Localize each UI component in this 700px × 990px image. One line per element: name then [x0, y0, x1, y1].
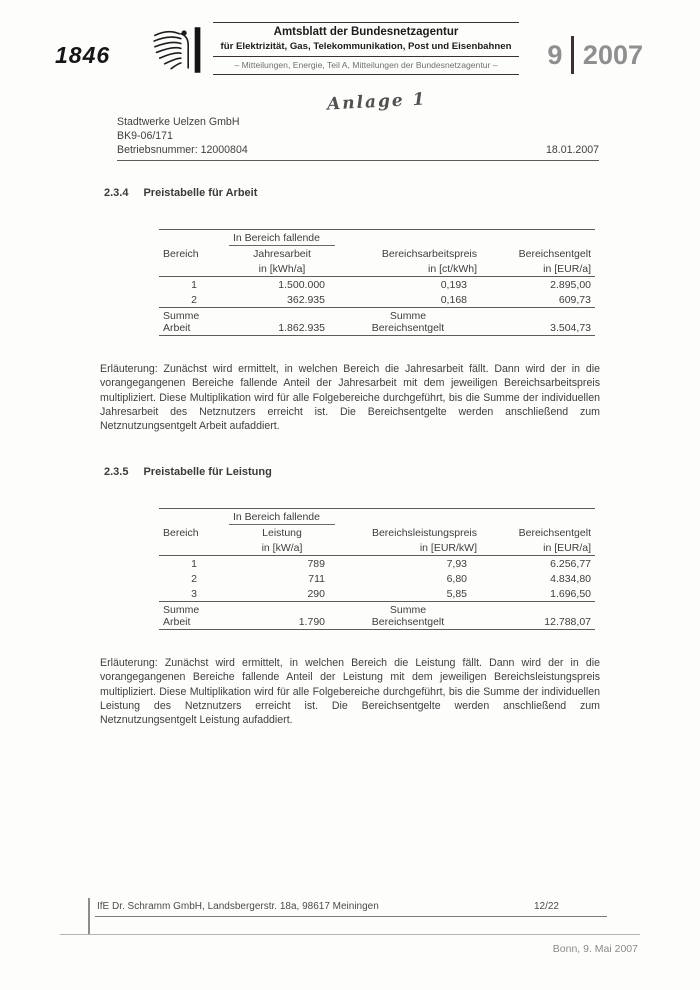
column-header: Bereichsarbeitspreis	[381, 247, 477, 260]
table-row	[159, 571, 595, 586]
issue-year: 2007	[582, 39, 643, 70]
summary-label-cell	[335, 308, 481, 336]
section-name: Preistabelle für Arbeit	[143, 187, 258, 200]
table-cell: 1.500.000	[278, 278, 325, 291]
scan-footer	[95, 901, 607, 917]
footer-company-line: IfE Dr. Schramm GmbH, Landsbergerstr. 18a, 98617 Meiningen	[97, 901, 379, 912]
summary-label: Summe	[163, 309, 200, 322]
empty-cell	[159, 540, 229, 556]
table-cell: 2	[159, 292, 229, 308]
arbeit-price-table	[159, 229, 595, 336]
table-cell: 290	[229, 586, 335, 602]
header-rule-top	[213, 22, 519, 23]
empty-cell	[335, 509, 481, 525]
table-cell: 1.696,50	[481, 586, 595, 602]
group-header-cell: In Bereich fallende	[229, 230, 335, 246]
header-row	[159, 525, 595, 541]
empty-cell	[481, 509, 595, 525]
table-cell: 711	[308, 572, 325, 585]
file-number: BK9-06/171	[117, 129, 173, 142]
empty-cell	[159, 261, 229, 277]
table-cell: 7,93	[446, 557, 467, 570]
federal-eagle-icon	[150, 24, 202, 76]
document-head-block	[117, 116, 599, 161]
column-header: Bereich	[163, 247, 199, 260]
summary-total-cell: 12.788,07	[481, 602, 595, 630]
section-name: Preistabelle für Leistung	[143, 466, 272, 479]
column-header: Bereichsentgelt	[518, 526, 591, 539]
summary-label: Bereichsentgelt	[371, 321, 445, 334]
journal-page-number: 1846	[55, 42, 111, 68]
journal-title: Amtsblatt der Bundesnetzagentur	[273, 26, 459, 38]
summary-label: Bereichsentgelt	[371, 615, 445, 628]
journal-title-block	[213, 22, 519, 75]
unit-row	[159, 540, 595, 556]
journal-section-line: – Mitteilungen, Energie, Teil A, Mitteilungen der Bundesnetzagentur –	[234, 60, 498, 71]
empty-cell	[481, 230, 595, 246]
unit-cell: in [EUR/a]	[481, 540, 595, 556]
column-header: Bereichsleistungspreis	[371, 526, 477, 539]
explanation-leistung: Erläuterung: Zunächst wird ermittelt, in welchen Bereich die Leistung fällt. Dann wird der in die vorangegangenen Bereiche fallende Anteil der Leistung mit dem jeweiligen Bereichsleistungspreis multipliziert. Diese Multiplikation wird für alle Folgebereiche durchgeführt, bis die Summe der individuellen Leistung des Netznutzers erreicht ist. Die Bereichsentgelte werden anschließend zum Netznutzungsentgelt Leistung aufaddiert.	[100, 657, 600, 726]
scanned-document	[95, 89, 607, 727]
table-cell: 5,85	[335, 586, 481, 602]
table-cell: 609,73	[481, 292, 595, 308]
unit-cell: in [kWh/a]	[229, 261, 335, 277]
journal-subtitle: für Elektrizität, Gas, Telekommunikation, Post und Eisenbahnen	[220, 40, 512, 52]
handwritten-annotation: Anlage 1	[326, 89, 427, 115]
bottom-rule	[60, 934, 640, 935]
table-cell: 362.935	[229, 292, 335, 308]
company-name: Stadtwerke Uelzen GmbH	[117, 116, 240, 128]
summary-value-cell: 1.790	[229, 602, 335, 630]
header-row	[159, 246, 595, 262]
unit-cell: in [EUR/a]	[481, 261, 595, 277]
empty-cell	[159, 230, 229, 246]
table-row	[159, 292, 595, 308]
summary-label: Summe	[163, 603, 200, 616]
leistung-price-table	[159, 508, 595, 630]
summary-row	[159, 308, 595, 336]
document-date: 18.01.2007	[545, 143, 599, 156]
empty-cell	[335, 230, 481, 246]
issue-indicator	[547, 36, 643, 74]
unit-row	[159, 261, 595, 277]
table-row	[159, 586, 595, 602]
section-number: 2.3.4	[104, 187, 129, 200]
table-cell: 1	[191, 557, 197, 570]
section-number: 2.3.5	[104, 466, 129, 479]
table-cell: 1	[191, 278, 197, 291]
section-arbeit-title	[104, 187, 607, 199]
header-rule-bottom	[213, 74, 519, 75]
table-row	[159, 277, 595, 293]
group-header-row	[159, 509, 595, 525]
summary-label-cell	[159, 602, 229, 630]
summary-value-cell: 1.862.935	[229, 308, 335, 336]
issue-number: 9	[547, 39, 563, 70]
place-date: Bonn, 9. Mai 2007	[552, 943, 638, 955]
table-cell: 3	[159, 586, 229, 602]
summary-label: Arbeit	[163, 321, 191, 334]
table-cell: 4.834,80	[550, 572, 591, 585]
scan-artifact-line	[88, 898, 90, 935]
summary-row	[159, 602, 595, 630]
unit-cell: in [ct/kWh]	[335, 261, 481, 277]
table-cell: 6.256,77	[550, 557, 591, 570]
summary-label-cell	[159, 308, 229, 336]
table-cell: 0,168	[335, 292, 481, 308]
explanation-arbeit: Erläuterung: Zunächst wird ermittelt, in welchen Bereich die Jahresarbeit fällt. Dann wird der in die vorangegangenen Bereiche fallende Anteil der Jahresarbeit mit dem jeweiligen Bereichsarbeitspreis multipliziert. Diese Multiplikation wird für alle Folgebereiche durchgeführt, bis die Summe der individuellen Jahresarbeit des Netznutzers erreicht ist. Die Bereichsentgelte werden anschließend zum Netznutzungsentgelt Arbeit aufaddiert.	[100, 363, 600, 433]
table-cell: 2	[191, 572, 197, 585]
column-header: Leistung	[262, 526, 302, 539]
operation-number-row	[117, 144, 599, 158]
summary-label: Summe	[389, 603, 427, 616]
unit-cell: in [kW/a]	[229, 540, 335, 556]
group-header-cell: In Bereich fallende	[229, 509, 335, 525]
summary-total-cell: 3.504,73	[481, 308, 595, 336]
empty-cell	[159, 509, 229, 525]
section-leistung-title	[104, 466, 607, 478]
footer-page-indicator: 12/22	[533, 901, 559, 912]
table-cell: 2.895,00	[550, 278, 591, 291]
table-cell: 6,80	[446, 572, 467, 585]
column-header: Bereichsentgelt	[518, 247, 591, 260]
summary-label: Summe	[389, 309, 427, 322]
group-header-row	[159, 230, 595, 246]
header-rule-middle	[213, 56, 519, 57]
table-row	[159, 556, 595, 572]
table-cell: 789	[307, 557, 325, 570]
column-header: Jahresarbeit	[253, 247, 311, 260]
summary-label-cell	[335, 602, 481, 630]
operation-number: Betriebsnummer: 12000804	[117, 143, 248, 156]
issue-divider	[571, 36, 574, 74]
table-cell: 0,193	[440, 278, 467, 291]
column-header: Bereich	[163, 526, 199, 539]
summary-label: Arbeit	[163, 615, 191, 628]
unit-cell: in [EUR/kW]	[335, 540, 481, 556]
